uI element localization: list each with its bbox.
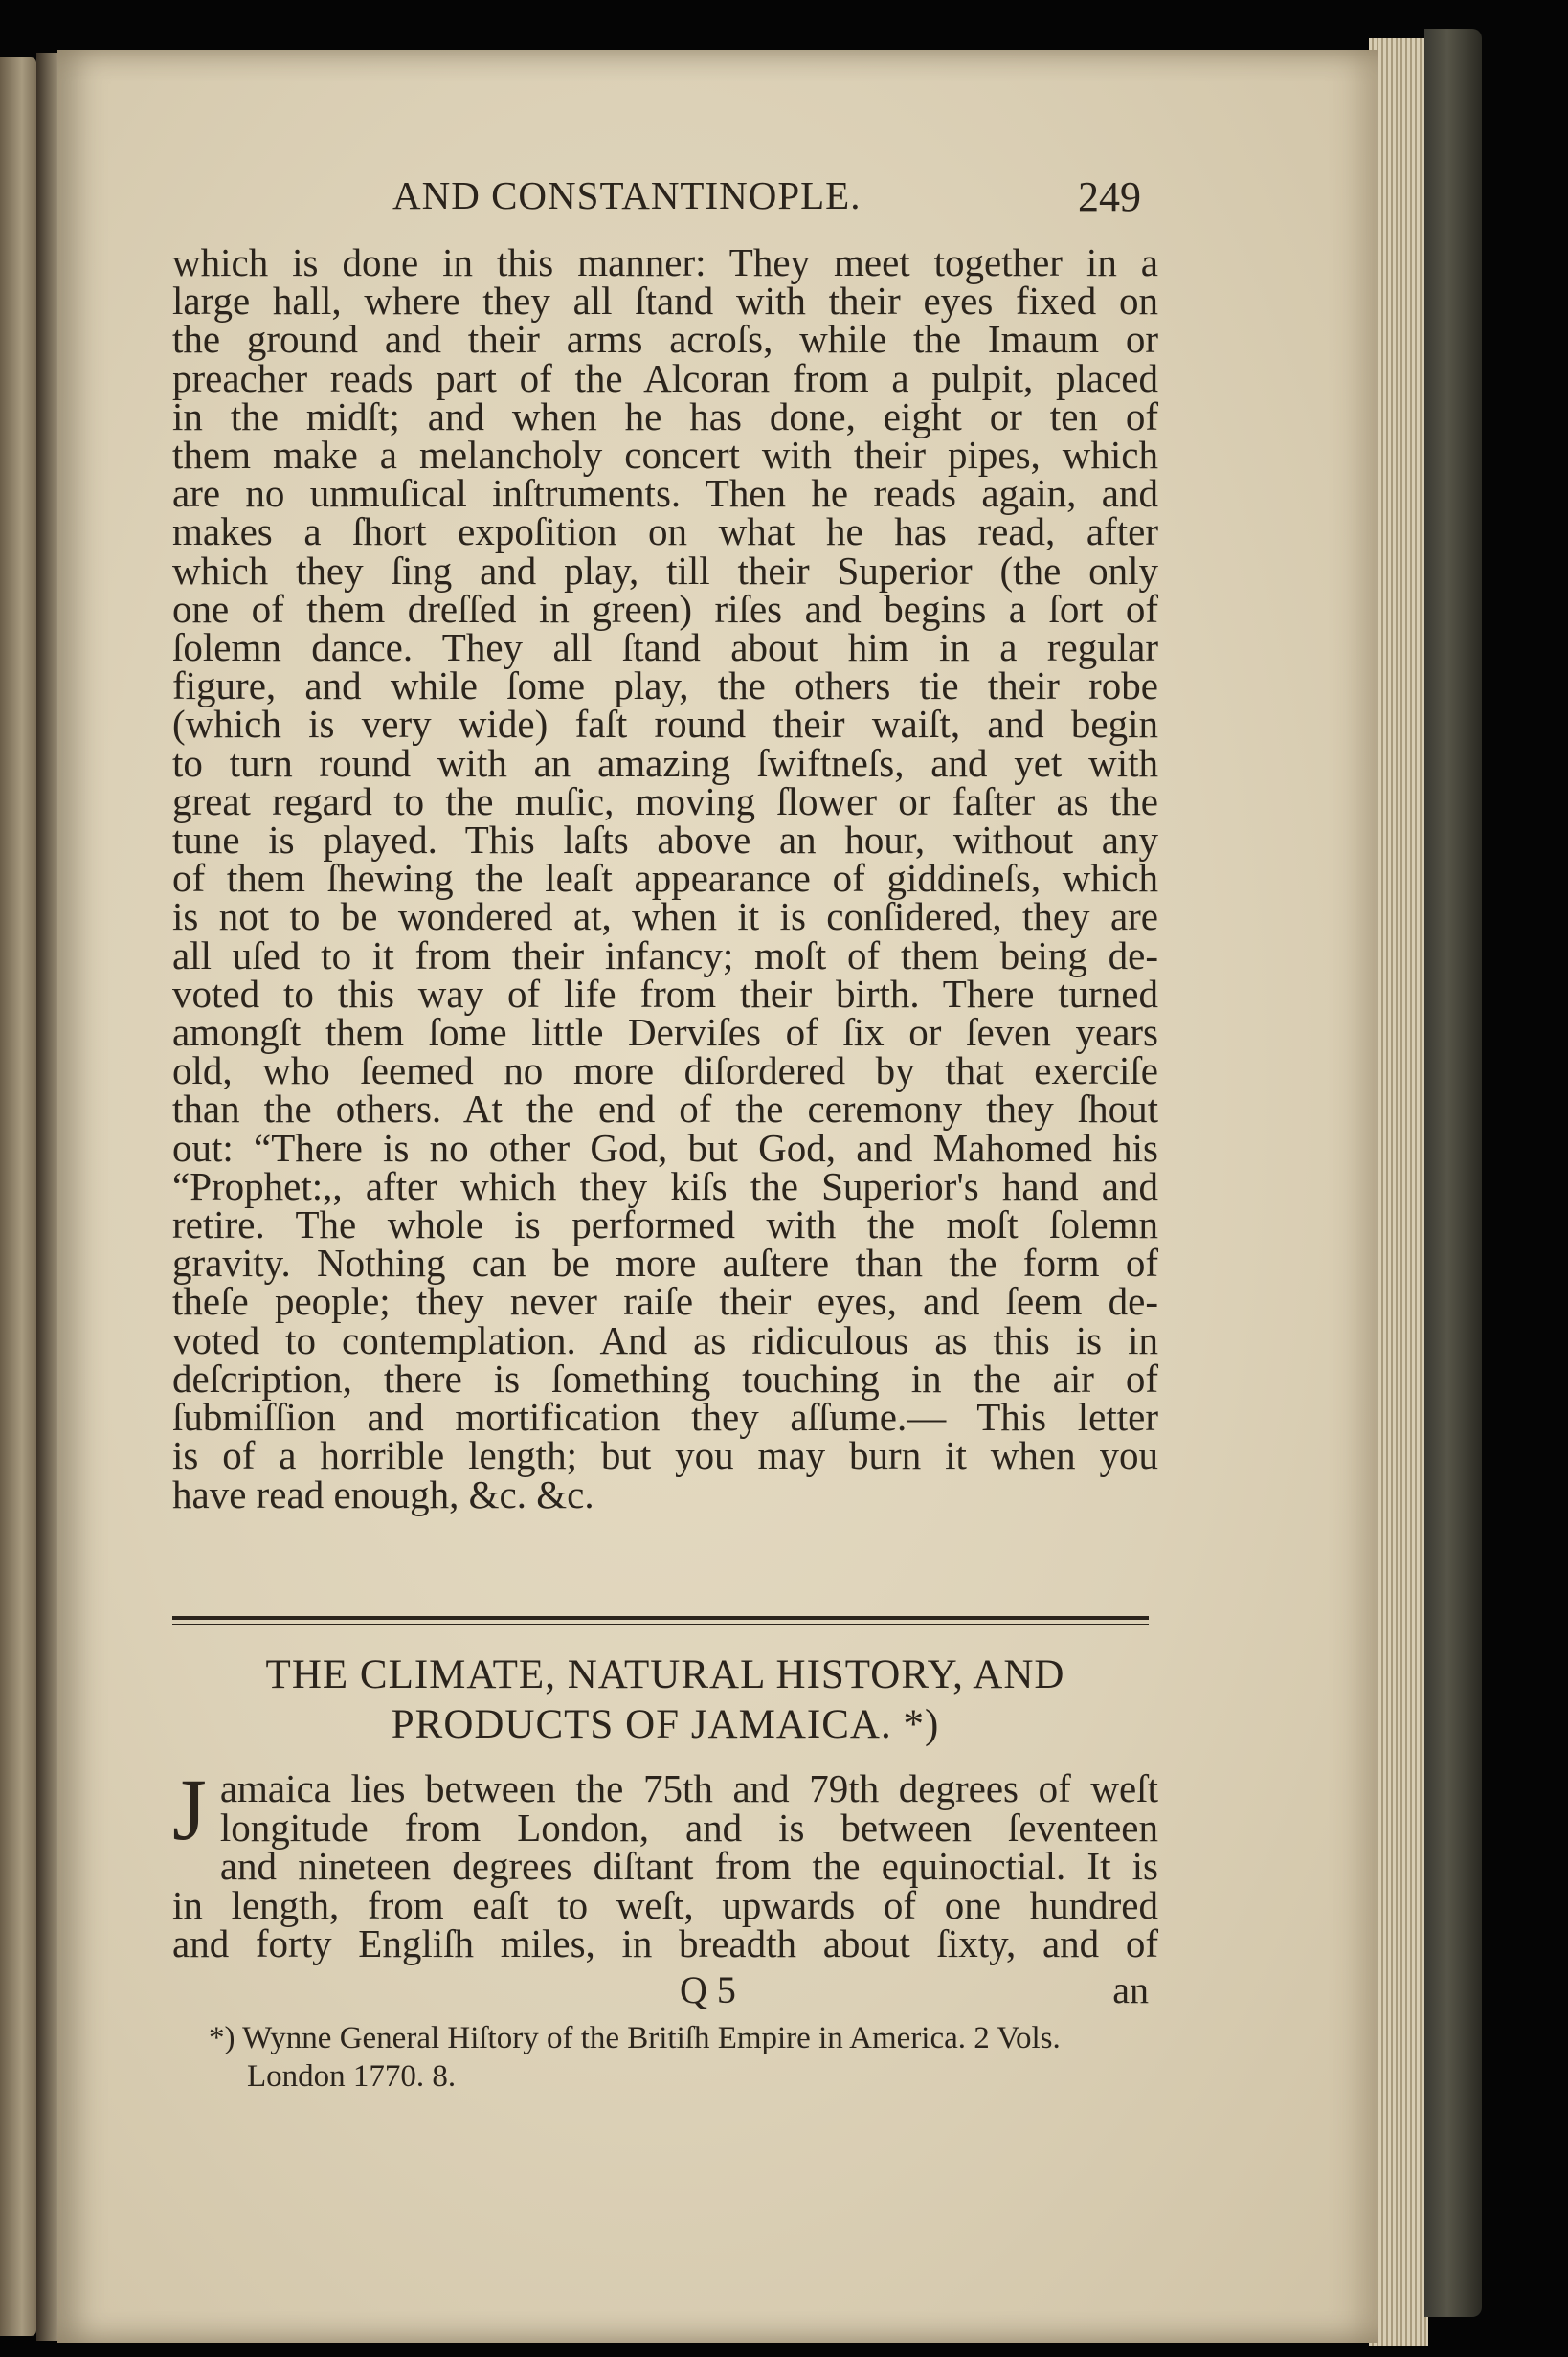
text-line: them make a melancholy concert with their pipes, which	[172, 433, 1158, 478]
text-line: in length, from eaſt to weſt, upwards of one hundred	[172, 1882, 1158, 1927]
letter-body	[172, 240, 1158, 1516]
page-number: 249	[1078, 173, 1141, 220]
section-body	[172, 1761, 1158, 1965]
text-line: “Prophet:,, after which they kiſs the Superior's hand and	[172, 1163, 1158, 1208]
jamaica-section	[172, 1650, 1158, 2096]
text-line: voted to this way of life from their birth. There turned	[172, 971, 1158, 1016]
text-line: preacher reads part of the Alcoran from a pulpit, placed	[172, 355, 1158, 400]
text-line: than the others. At the end of the ceremony they ſhout	[172, 1087, 1158, 1132]
text-line: old, who ſeemed no more diſordered by that exerciſe	[172, 1048, 1158, 1093]
catchword: an	[1112, 1967, 1149, 2011]
text-line: theſe people; they never raiſe their eyes, and ſeem de-	[172, 1279, 1158, 1324]
section-heading	[172, 1650, 1158, 1750]
book-cover-edge	[1424, 29, 1482, 2317]
heading-line: THE CLIMATE, NATURAL HISTORY, AND	[265, 1652, 1065, 1697]
text-line: the ground and their arms acroſs, while the Imaum or	[172, 317, 1158, 362]
text-line: great regard to the muſic, moving ſlower or faſter as the	[172, 778, 1158, 823]
footnote-line: London 1770. 8.	[247, 2058, 457, 2094]
text-line: ſolemn dance. They all ſtand about him in a regular	[172, 625, 1158, 670]
heading-line: PRODUCTS OF JAMAICA. *)	[391, 1702, 940, 1747]
drop-cap: J	[172, 1761, 207, 1858]
running-head	[172, 163, 1158, 230]
text-line: is of a horrible length; but you may burn it when you	[172, 1433, 1158, 1478]
text-line: and nineteen degrees diſtant from the equinoctial. It is	[219, 1844, 1158, 1888]
text-line: ſubmiſſion and mortification they aſſume.— This letter	[172, 1395, 1158, 1440]
text-line: amongſt them ſome little Derviſes of ſix or ſeven years	[172, 1010, 1158, 1055]
running-title: AND CONSTANTINOPLE.	[392, 173, 862, 217]
text-line: amaica lies between the 75th and 79th degrees of weſt	[219, 1766, 1158, 1810]
text-line: is not to be wondered at, when it is conſidered, they are	[172, 894, 1158, 939]
text-line: makes a ſhort expoſition on what he has read, after	[172, 509, 1158, 554]
footnote-line: *) Wynne General Hiſtory of the Britiſh Empire in America. 2 Vols.	[209, 2020, 1061, 2055]
text-line: to turn round with an amazing ſwiftneſs, and yet with	[172, 740, 1158, 785]
text-line: figure, and while ſome play, the others tie their robe	[172, 663, 1158, 708]
text-line: retire. The whole is performed with the moſt ſolemn	[172, 1202, 1158, 1247]
text-line: have read enough, &c. &c.	[172, 1471, 594, 1516]
section-divider-thin	[172, 1624, 1149, 1625]
signature-row	[172, 1967, 1158, 2013]
text-line: in the midſt; and when he has done, eight or ten of	[172, 393, 1158, 438]
page-content	[172, 163, 1158, 1514]
signature-mark: Q 5	[680, 1967, 736, 2011]
footnote	[172, 2019, 1158, 2096]
text-line: deſcription, there is ſomething touching in the air of	[172, 1356, 1158, 1401]
text-line: all uſed to it from their infancy; moſt of them being de-	[172, 932, 1158, 977]
section-divider-thick	[172, 1616, 1149, 1620]
text-line: (which is very wide) faſt round their waiſt, and begin	[172, 702, 1158, 747]
text-line: and forty Engliſh miles, in breadth about ſixty, and of	[172, 1921, 1158, 1965]
text-line: tune is played. This laſts above an hour, without any	[172, 818, 1158, 863]
text-line: gravity. Nothing can be more auſtere than the form of	[172, 1241, 1158, 1286]
text-line: of them ſhewing the leaſt appearance of giddineſs, which	[172, 856, 1158, 901]
text-line: voted to contemplation. And as ridiculous as this is in	[172, 1317, 1158, 1362]
text-line: which they ſing and play, till their Superior (the only	[172, 548, 1158, 593]
text-line: out: “There is no other God, but God, and Mahomed his	[172, 1125, 1158, 1170]
facing-page-edge	[0, 57, 36, 2336]
text-line: one of them dreſſed in green) riſes and begins a ſort of	[172, 586, 1158, 631]
text-line: large hall, where they all ſtand with their eyes fixed on	[172, 279, 1158, 324]
text-line: longitude from London, and is between ſeventeen	[219, 1805, 1158, 1850]
text-line: which is done in this manner: They meet together in a	[172, 240, 1158, 284]
text-line: are no unmuſical inſtruments. Then he reads again, and	[172, 471, 1158, 516]
